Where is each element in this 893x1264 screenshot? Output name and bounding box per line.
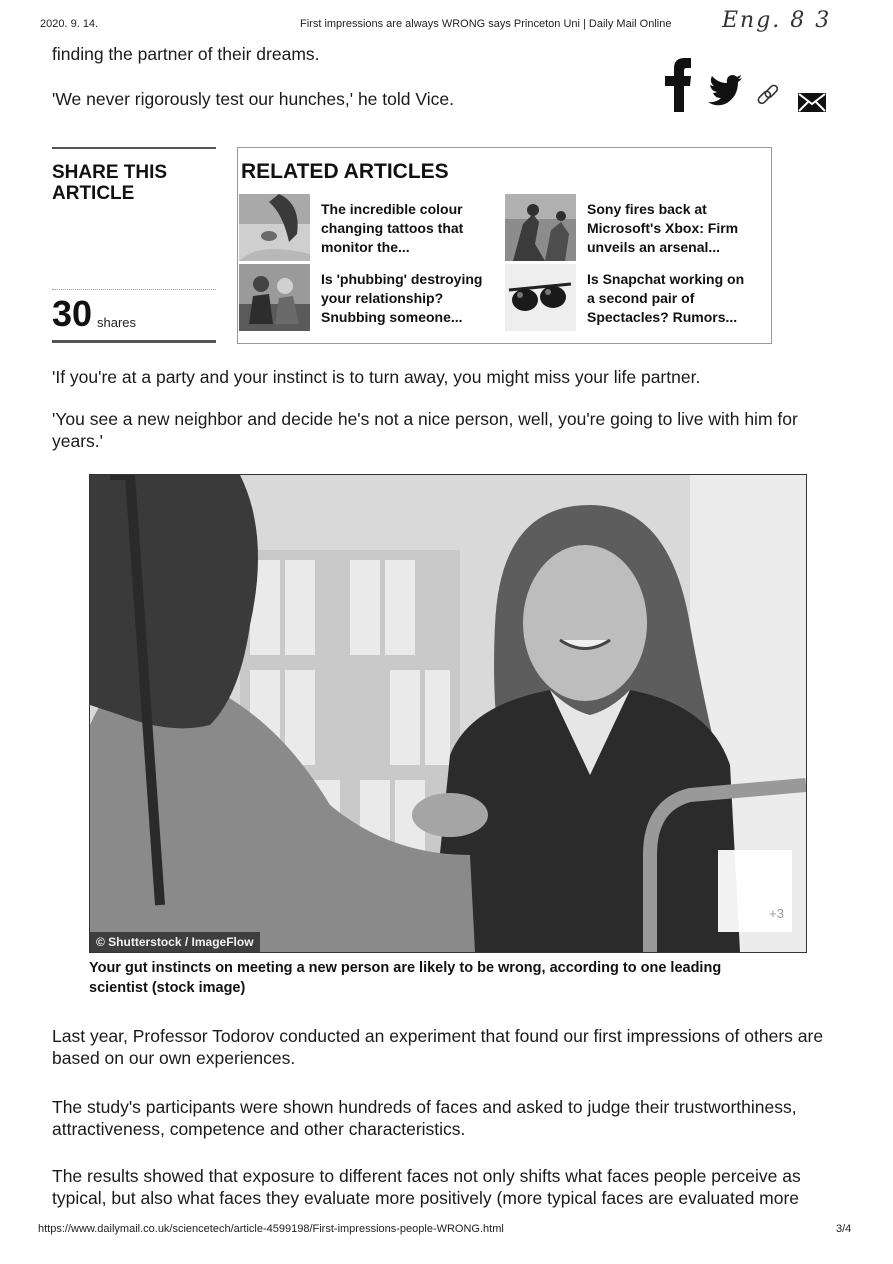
more-images-button[interactable]: +3 <box>718 850 792 932</box>
body-paragraph-line: 'You see a new neighbor and decide he's not a nice person, well, you're going to live with him for <box>52 409 798 429</box>
related-article-line: The incredible colour <box>321 201 463 217</box>
related-thumbnail[interactable] <box>505 264 576 331</box>
body-paragraph: 'We never rigorously test our hunches,' he told Vice. <box>52 89 454 109</box>
related-articles-box <box>237 147 772 344</box>
handwritten-note: Eng. 8 3 <box>722 8 832 33</box>
related-article-line: Is Snapchat working on <box>587 271 745 287</box>
related-article-link[interactable] <box>587 200 762 257</box>
related-article-line: Is 'phubbing' destroying <box>321 271 483 287</box>
related-article-line: changing tattoos that <box>321 220 464 236</box>
related-article-line: your relationship? <box>321 290 444 306</box>
body-paragraph-line: The study's participants were shown hundreds of faces and asked to judge their trustworthiness, <box>52 1097 797 1117</box>
email-icon[interactable] <box>798 93 826 112</box>
related-article-line: a second pair of <box>587 290 695 306</box>
body-paragraph: 'If you're at a party and your instinct is to turn away, you might miss your life partner. <box>52 367 701 387</box>
hero-image[interactable] <box>89 474 807 953</box>
print-date: 2020. 9. 14. <box>40 18 99 30</box>
facebook-icon[interactable] <box>665 58 691 112</box>
related-articles-title: RELATED ARTICLES <box>241 160 449 183</box>
photo-credit: © Shutterstock / ImageFlow <box>90 932 260 952</box>
body-paragraph-line: The results showed that exposure to different faces not only shifts what faces people perceive as <box>52 1166 801 1186</box>
share-article-box <box>52 147 216 343</box>
related-article-line: unveils an arsenal... <box>587 239 721 255</box>
related-article-link[interactable] <box>587 270 762 327</box>
body-paragraph-line: Last year, Professor Todorov conducted an experiment that found our first impressions of others are <box>52 1026 824 1046</box>
related-thumbnail[interactable] <box>505 194 576 261</box>
share-count-label: shares <box>97 315 137 330</box>
related-article-line: Spectacles? Rumors... <box>587 309 738 325</box>
image-caption <box>89 958 789 998</box>
print-page-number: 3/4 <box>836 1223 852 1235</box>
related-article-line: monitor the... <box>321 239 410 255</box>
handshake-photo <box>90 475 806 952</box>
caption-line: Your gut instincts on meeting a new person are likely to be wrong, according to one leading <box>89 960 722 976</box>
body-paragraph <box>52 1025 823 1069</box>
related-article-link[interactable] <box>321 200 496 257</box>
print-page-title: First impressions are always WRONG says Princeton Uni | Daily Mail Online <box>300 18 672 30</box>
body-paragraph <box>52 408 798 452</box>
share-title <box>52 162 167 204</box>
share-title-line: ARTICLE <box>52 183 135 204</box>
caption-line: scientist (stock image) <box>89 980 246 996</box>
divider <box>52 147 216 149</box>
body-paragraph-line: attractiveness, competence and other characteristics. <box>52 1119 466 1139</box>
body-paragraph <box>52 1165 801 1209</box>
body-paragraph <box>52 1096 797 1140</box>
related-article-line: Snubbing someone... <box>321 309 463 325</box>
share-count: 30 <box>52 293 93 334</box>
divider <box>52 289 216 290</box>
related-thumbnail[interactable] <box>239 194 310 261</box>
body-paragraph: finding the partner of their dreams. <box>52 44 320 64</box>
divider <box>52 340 216 343</box>
related-article-line: Microsoft's Xbox: Firm <box>587 220 739 236</box>
body-paragraph-line: based on our own experiences. <box>52 1048 296 1068</box>
share-icons-bar <box>660 56 840 116</box>
link-icon[interactable] <box>757 84 779 105</box>
print-url: https://www.dailymail.co.uk/sciencetech/article-4599198/First-impressions-people-WRONG.html <box>38 1223 504 1235</box>
body-paragraph-line: typical, but also what faces they evaluate more positively (more typical faces are evaluated more <box>52 1188 800 1208</box>
share-title-line: SHARE THIS <box>52 162 168 183</box>
related-thumbnail[interactable] <box>239 264 310 331</box>
related-article-link[interactable] <box>321 270 496 327</box>
related-article-line: Sony fires back at <box>587 201 707 217</box>
twitter-icon[interactable] <box>708 75 742 105</box>
body-paragraph-line: years.' <box>52 431 103 451</box>
